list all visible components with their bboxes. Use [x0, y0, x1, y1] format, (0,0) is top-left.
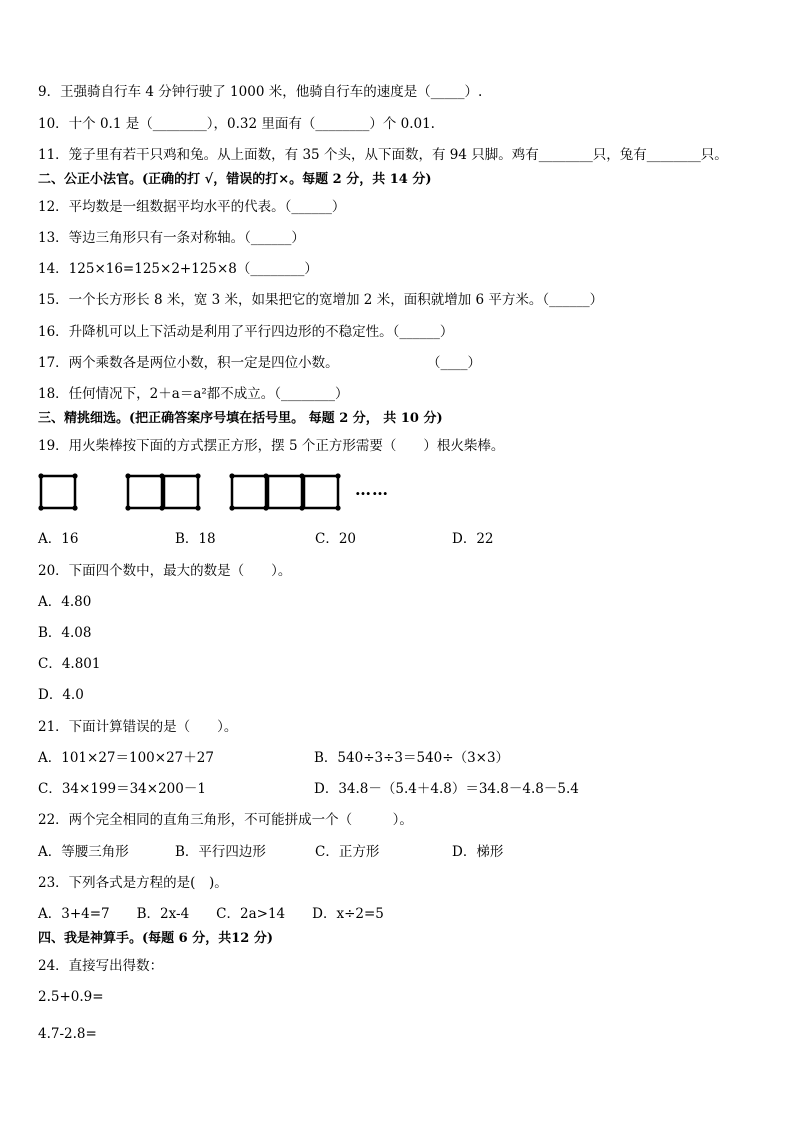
line-q23: 23．下列各式是方程的是( )。 — [38, 875, 228, 891]
line-q14: 14．125×16=125×2+125×8（________） — [38, 261, 318, 277]
q20-option-b: B．4.08 — [38, 625, 92, 641]
line-q15: 15．一个长方形长 8 米，宽 3 米，如果把它的宽增加 2 米，面积就增加 6 平方米。（______） — [38, 292, 604, 308]
q24-item-1: 2.5+0.9= — [38, 989, 104, 1005]
line-q12: 12．平均数是一组数据平均水平的代表。（______） — [38, 199, 346, 215]
line-q19: 19．用火柴棒按下面的方式摆正方形，摆 5 个正方形需要（ ）根火柴棒。 — [38, 438, 505, 454]
matchstick-squares-figure — [38, 472, 398, 512]
q19-option-a: A．16 — [38, 531, 79, 547]
line-q13: 13．等边三角形只有一条对称轴。（______） — [38, 230, 305, 246]
line-q16: 16．升降机可以上下活动是利用了平行四边形的不稳定性。（______） — [38, 324, 454, 340]
line-q10: 10．十个 0.1 是（________），0.32 里面有（________）个 0.01. — [38, 116, 435, 132]
line-q22: 22．两个完全相同的直角三角形，不可能拼成一个（ ）。 — [38, 812, 413, 828]
q21-option-c: C．34×199＝34×200－1 — [38, 781, 206, 797]
q22-option-c: C．正方形 — [315, 844, 380, 860]
q19-option-b: B．18 — [175, 531, 216, 547]
line-q21: 21．下面计算错误的是（ ）。 — [38, 719, 238, 735]
q22-option-b: B．平行四边形 — [175, 844, 266, 860]
q20-option-d: D．4.0 — [38, 687, 84, 703]
section-3-heading: 三、精挑细选。(把正确答案序号填在括号里。 每题 2 分， 共 10 分) — [38, 411, 443, 426]
line-q20: 20．下面四个数中，最大的数是（ ）。 — [38, 563, 292, 579]
section-2-heading: 二、公正小法官。(正确的打 √，错误的打×。每题 2 分，共 14 分) — [38, 172, 432, 187]
line-q9: 9．王强骑自行车 4 分钟行驶了 1000 米，他骑自行车的速度是（_____）. — [38, 84, 483, 100]
q22-option-d: D．梯形 — [452, 844, 504, 860]
q21-option-b: B．540÷3÷3＝540÷（3×3） — [314, 750, 510, 766]
q20-option-a: A．4.80 — [38, 594, 92, 610]
line-q24: 24．直接写出得数： — [38, 958, 164, 974]
section-4-heading: 四、我是神算手。(每题 6 分，共12 分) — [38, 931, 274, 946]
q19-option-d: D．22 — [452, 531, 494, 547]
figure-ellipsis: …… — [355, 480, 389, 499]
q20-option-c: C．4.801 — [38, 656, 101, 672]
q22-option-a: A．等腰三角形 — [38, 844, 129, 860]
q24-item-2: 4.7-2.8= — [38, 1026, 97, 1042]
line-q18: 18．任何情况下，2＋a＝a²都不成立。（________） — [38, 386, 349, 402]
q23-options: A．3+4=7 B．2x-4 C．2a>14 D．x÷2=5 — [38, 906, 384, 922]
q21-option-a: A．101×27＝100×27＋27 — [38, 750, 214, 766]
q17-blank: （____） — [427, 355, 481, 371]
q19-option-c: C．20 — [315, 531, 357, 547]
q21-option-d: D．34.8－（5.4＋4.8）＝34.8－4.8－5.4 — [314, 781, 579, 797]
line-q11: 11．笼子里有若干只鸡和兔。从上面数，有 35 个头，从下面数，有 94 只脚。鸡有________只，兔有________只。 — [38, 147, 728, 163]
line-q17: 17．两个乘数各是两位小数，积一定是四位小数。 — [38, 355, 339, 371]
